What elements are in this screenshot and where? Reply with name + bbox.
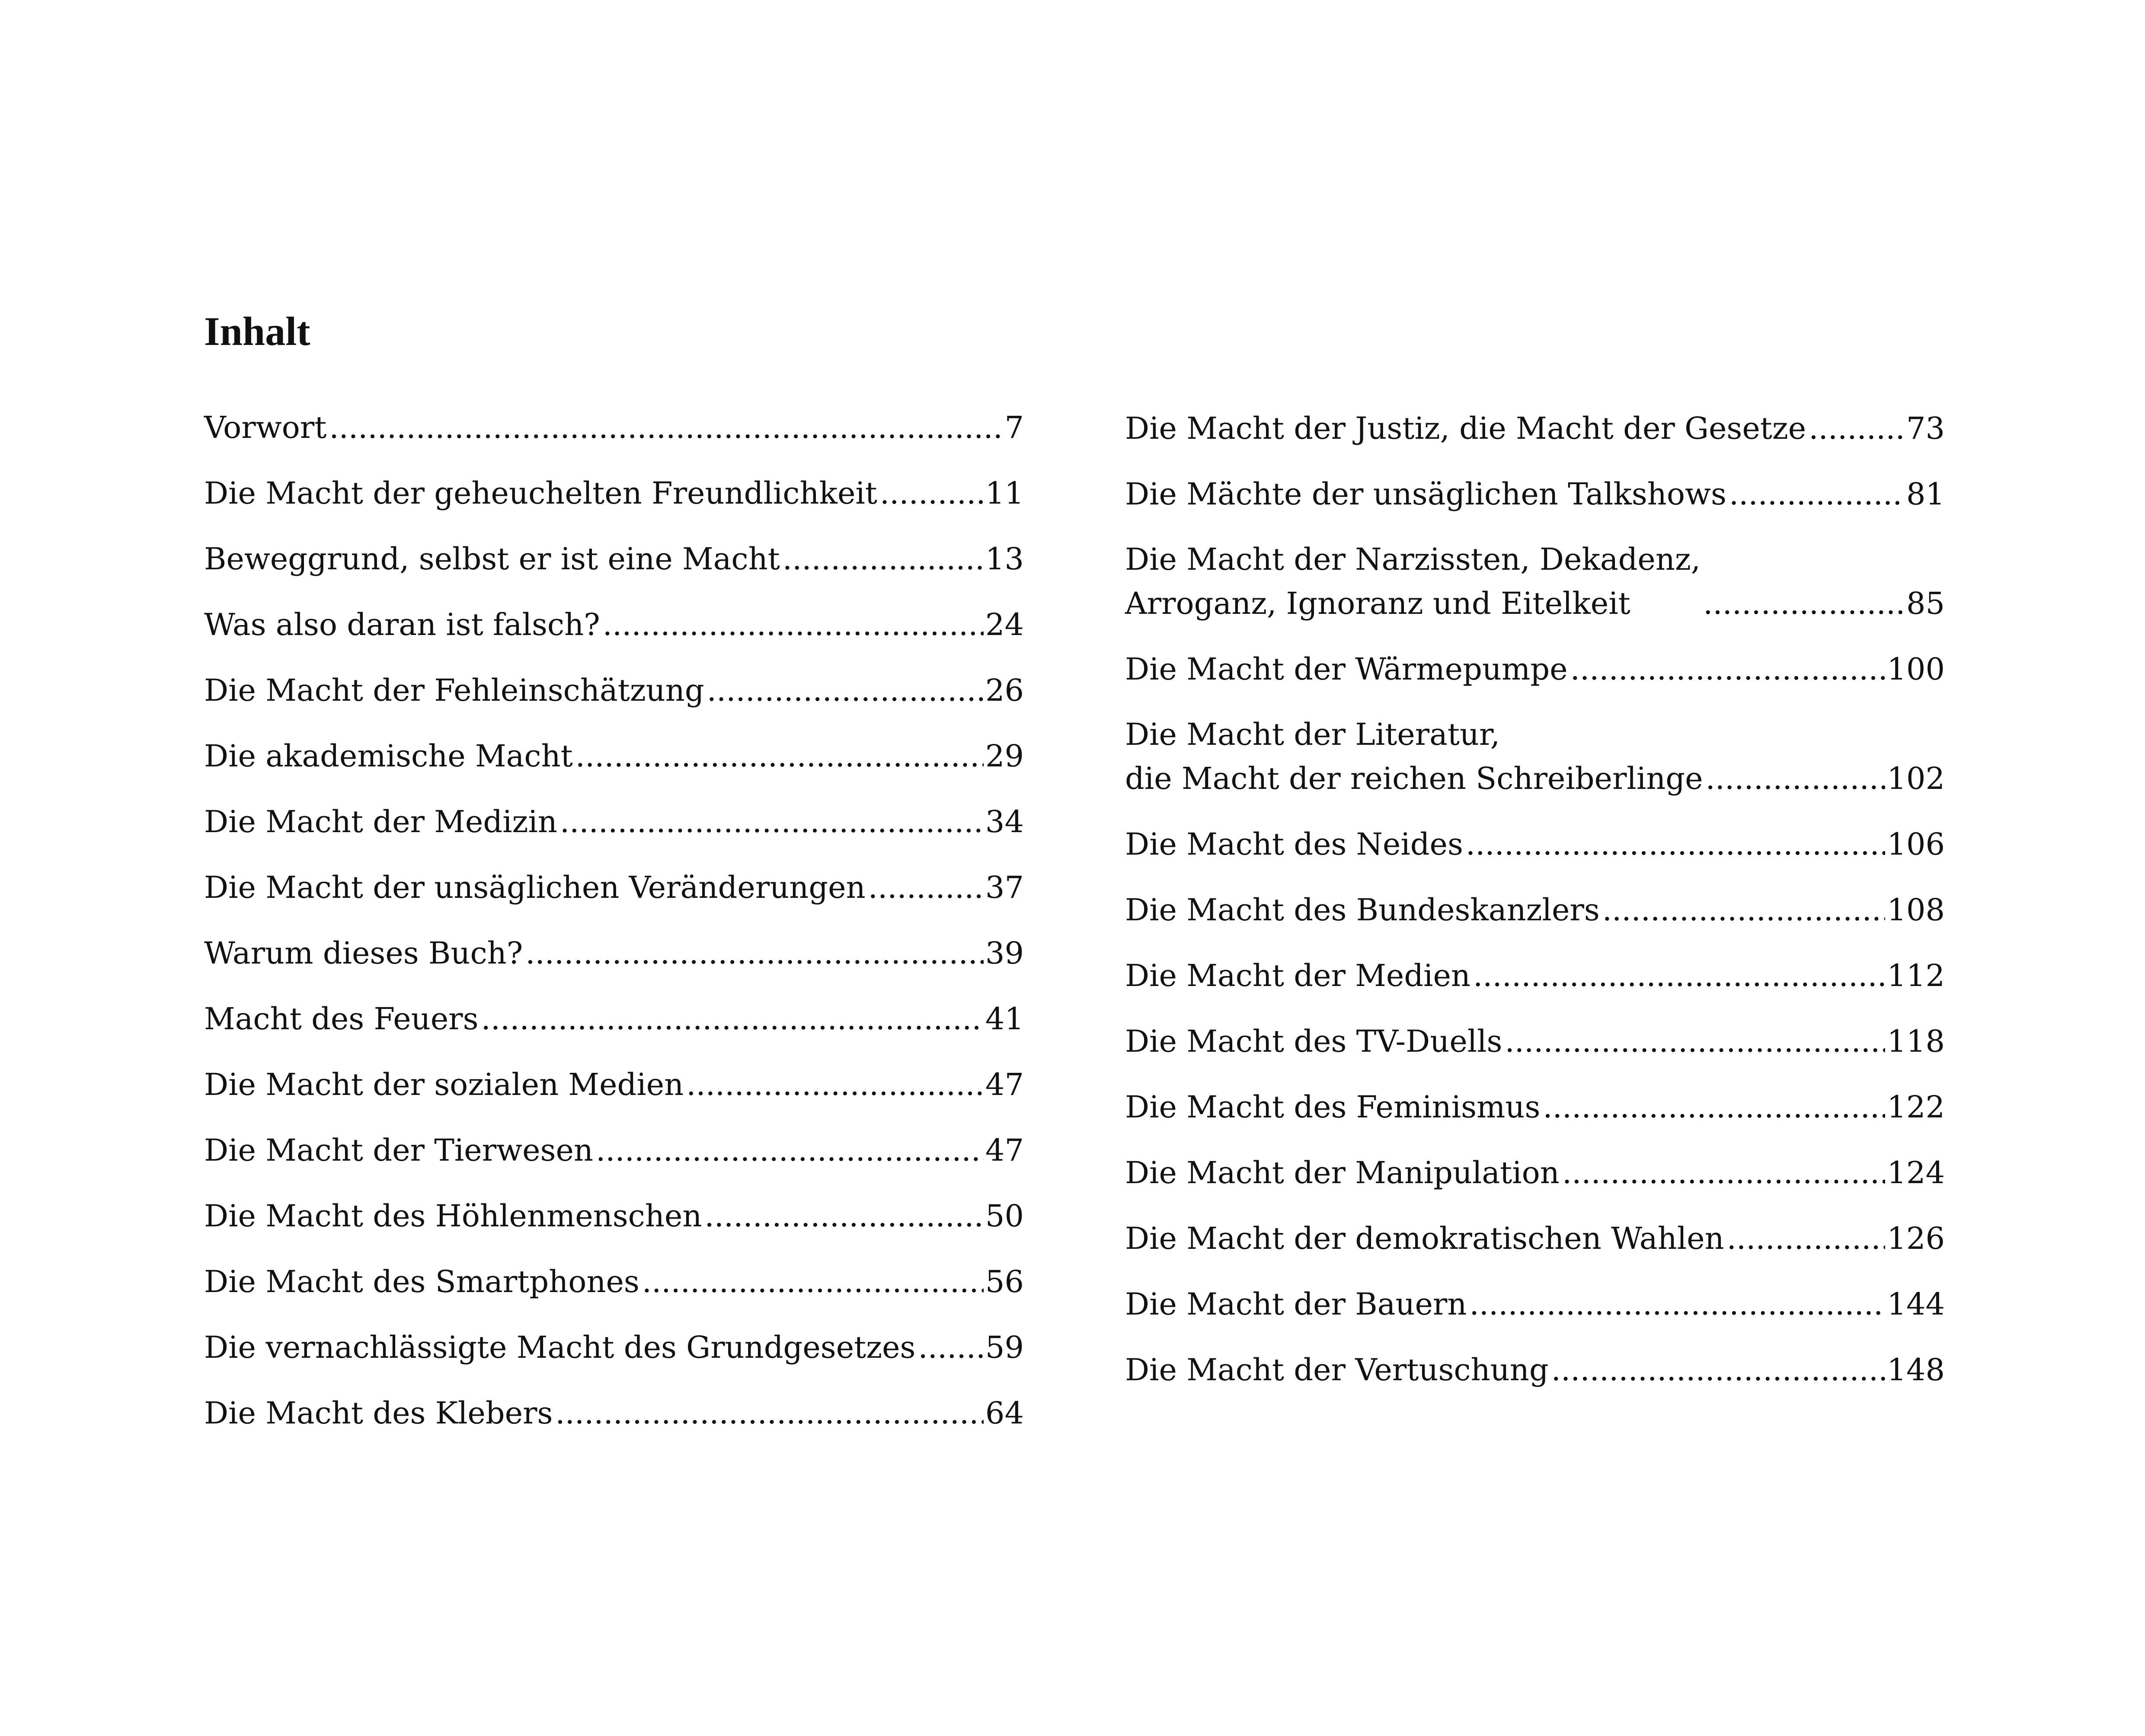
toc-entry-title-text: Die Macht der Tierwesen bbox=[204, 1132, 593, 1168]
toc-entry-title bbox=[1125, 648, 1568, 692]
toc-page-number: 11 bbox=[985, 475, 1024, 511]
toc-entry bbox=[1125, 385, 1945, 450]
dot-leader bbox=[1551, 1356, 1886, 1392]
toc-entry-title bbox=[204, 800, 557, 844]
toc-entry bbox=[1125, 1195, 1945, 1261]
toc-column-right bbox=[1125, 385, 1945, 1392]
dot-leader bbox=[1706, 764, 1886, 801]
dot-leader bbox=[1505, 1027, 1885, 1063]
toc-page-number: 7 bbox=[1004, 409, 1024, 445]
toc-entry-title-text: Die Macht des Neides bbox=[1125, 826, 1463, 862]
toc-entry-title-text: Die Macht der Justiz, die Macht der Gesetze bbox=[1125, 410, 1806, 446]
toc-page-number: 108 bbox=[1887, 892, 1945, 928]
toc-entry-title-text: Die Macht des Bundeskanzlers bbox=[1125, 892, 1600, 928]
toc-entry bbox=[204, 647, 1024, 712]
toc-entry bbox=[1125, 516, 1945, 625]
toc-page-number: 50 bbox=[985, 1198, 1024, 1234]
toc-entry bbox=[204, 1238, 1024, 1304]
toc-entry-title bbox=[1125, 713, 1703, 801]
toc-entry-title bbox=[1125, 472, 1726, 517]
toc-entry bbox=[1125, 450, 1945, 516]
toc-entry-title-text: Die Macht der Medien bbox=[1125, 957, 1471, 993]
toc-entry-title bbox=[1125, 1020, 1502, 1064]
dot-leader bbox=[1562, 1158, 1886, 1195]
toc-entry-title bbox=[204, 537, 780, 581]
toc-column-left bbox=[204, 384, 1024, 1435]
toc-entry-title bbox=[204, 1129, 593, 1173]
toc-entry-title bbox=[204, 1260, 639, 1304]
toc-entry bbox=[204, 450, 1024, 515]
toc-entry bbox=[1125, 1129, 1945, 1195]
toc-entry-title-text: Warum dieses Buch? bbox=[204, 935, 523, 971]
dot-leader bbox=[642, 1267, 984, 1304]
toc-entry bbox=[204, 1107, 1024, 1172]
toc-entry-title bbox=[1125, 1151, 1560, 1195]
toc-entry-title-text: Die Macht des Klebers bbox=[204, 1395, 553, 1431]
toc-page-number: 100 bbox=[1887, 651, 1945, 687]
toc-entry-title-text: Die Macht des Feminismus bbox=[1125, 1089, 1541, 1125]
toc-entry-title bbox=[204, 669, 704, 713]
toc-entry-title bbox=[1125, 1348, 1549, 1392]
toc-entry-title-text: Vorwort bbox=[204, 409, 327, 445]
dot-leader bbox=[1473, 961, 1885, 998]
dot-leader bbox=[560, 807, 984, 844]
dot-leader bbox=[1570, 655, 1886, 691]
toc-page-number: 148 bbox=[1887, 1352, 1945, 1388]
toc-page-number: 85 bbox=[1906, 585, 1945, 621]
toc-entry bbox=[204, 1369, 1024, 1435]
dot-leader bbox=[704, 1202, 983, 1238]
toc-page-number: 106 bbox=[1887, 826, 1945, 862]
toc-page-number: 39 bbox=[985, 935, 1024, 971]
toc-entry-title bbox=[1125, 888, 1600, 932]
dot-leader bbox=[1466, 830, 1885, 866]
toc-entry-title bbox=[1125, 1283, 1467, 1327]
dot-leader bbox=[575, 742, 984, 778]
dot-leader bbox=[1543, 1093, 1885, 1129]
dot-leader bbox=[686, 1070, 984, 1107]
toc-entry bbox=[204, 712, 1024, 778]
toc-page-number: 81 bbox=[1906, 476, 1945, 512]
toc-entry-title-text: Die vernachlässigte Macht des Grundgesetzes bbox=[204, 1329, 916, 1365]
toc-entry-title-text: Die Macht der sozialen Medien bbox=[204, 1066, 684, 1102]
toc-entry-title bbox=[1125, 407, 1806, 451]
toc-page-number: 144 bbox=[1887, 1286, 1945, 1322]
toc-entry-title bbox=[1125, 954, 1470, 998]
toc-entry-title bbox=[204, 932, 523, 976]
toc-page-number: 124 bbox=[1887, 1155, 1945, 1190]
toc-page-number: 64 bbox=[985, 1395, 1024, 1431]
dot-leader bbox=[525, 939, 984, 975]
toc-page-number: 73 bbox=[1906, 410, 1945, 446]
toc-page-number: 118 bbox=[1887, 1023, 1945, 1059]
toc-entry-title-text: Beweggrund, selbst er ist eine Macht bbox=[204, 541, 780, 577]
toc-entry-title bbox=[204, 734, 573, 779]
dot-leader bbox=[555, 1399, 984, 1435]
toc-entry-title bbox=[1125, 538, 1701, 625]
toc-entry-title-text: Die Mächte der unsäglichen Talkshows bbox=[1125, 476, 1726, 512]
dot-leader bbox=[329, 413, 1003, 450]
page-title: Inhalt bbox=[204, 309, 310, 354]
toc-entry-title-text: Die Macht der Fehleinschätzung bbox=[204, 672, 704, 708]
toc-page-number: 102 bbox=[1887, 760, 1945, 796]
toc-entry bbox=[1125, 691, 1945, 801]
dot-leader bbox=[880, 479, 984, 515]
toc-entry bbox=[204, 1172, 1024, 1238]
dot-leader bbox=[603, 610, 984, 647]
toc-entry bbox=[204, 515, 1024, 581]
toc-entry-title-text: Die Macht der Wärmepumpe bbox=[1125, 651, 1568, 687]
toc-entry bbox=[204, 1041, 1024, 1107]
toc-entry-title-text: Die Macht des Höhlenmenschen bbox=[204, 1198, 702, 1234]
toc-page-number: 13 bbox=[985, 541, 1024, 577]
toc-entry-title bbox=[204, 997, 479, 1041]
toc-entry-title-line1: Die Macht der Literatur, bbox=[1125, 717, 1500, 752]
toc-page-number: 26 bbox=[985, 672, 1024, 708]
toc-entry-title-text: Macht des Feuers bbox=[204, 1001, 479, 1037]
toc-page-number: 47 bbox=[985, 1132, 1024, 1168]
dot-leader bbox=[1729, 480, 1905, 516]
toc-entry bbox=[204, 384, 1024, 450]
dot-leader bbox=[868, 873, 984, 909]
toc-entry bbox=[204, 581, 1024, 647]
dot-leader bbox=[481, 1005, 984, 1041]
toc-entry bbox=[204, 778, 1024, 844]
toc-page-number: 59 bbox=[985, 1329, 1024, 1365]
toc-entry-title-text: Die Macht der geheuchelten Freundlichkeit bbox=[204, 475, 877, 511]
toc-entry-title bbox=[204, 1326, 915, 1370]
toc-entry-title-text: Arroganz, Ignoranz und Eitelkeit bbox=[1125, 585, 1630, 621]
dot-leader bbox=[707, 676, 984, 712]
toc-page-number: 126 bbox=[1887, 1220, 1945, 1256]
toc-entry-title-text: Die Macht des Smartphones bbox=[204, 1264, 639, 1299]
dot-leader bbox=[783, 545, 984, 581]
toc-entry bbox=[204, 844, 1024, 909]
toc-entry-title bbox=[204, 1391, 553, 1436]
toc-entry bbox=[204, 909, 1024, 975]
dot-leader bbox=[1469, 1290, 1885, 1326]
toc-entry-title-text: Die akademische Macht bbox=[204, 738, 573, 774]
toc-page-number: 24 bbox=[985, 606, 1024, 642]
dot-leader bbox=[596, 1136, 984, 1172]
toc-entry bbox=[1125, 866, 1945, 932]
toc-page-number: 56 bbox=[985, 1264, 1024, 1299]
toc-entry-title-text: Die Macht der Medizin bbox=[204, 804, 557, 839]
toc-entry-title-text: Was also daran ist falsch? bbox=[204, 606, 600, 642]
toc-entry-title-text: Die Macht der Manipulation bbox=[1125, 1155, 1560, 1190]
toc-entry bbox=[204, 1304, 1024, 1369]
toc-entry bbox=[1125, 801, 1945, 866]
toc-entry bbox=[204, 975, 1024, 1041]
toc-page-number: 37 bbox=[985, 869, 1024, 905]
toc-page-number: 47 bbox=[985, 1066, 1024, 1102]
toc-entry bbox=[1125, 998, 1945, 1063]
toc-entry-title bbox=[204, 406, 326, 450]
toc-entry-title bbox=[204, 866, 866, 910]
dot-leader bbox=[918, 1333, 983, 1369]
toc-entry-title bbox=[204, 472, 877, 516]
toc-entry-title bbox=[1125, 1217, 1724, 1261]
toc-entry-title-text: Die Macht der Vertuschung bbox=[1125, 1352, 1549, 1388]
dot-leader bbox=[1727, 1224, 1886, 1261]
toc-entry-title-text: Die Macht der unsäglichen Veränderungen bbox=[204, 869, 866, 905]
toc-entry-title bbox=[204, 1063, 684, 1107]
toc-entry-title-text: die Macht der reichen Schreiberlinge bbox=[1125, 760, 1703, 796]
toc-entry-title-text: Die Macht des TV-Duells bbox=[1125, 1023, 1502, 1059]
dot-leader bbox=[1703, 589, 1905, 625]
toc-page-number: 112 bbox=[1887, 957, 1945, 993]
toc-page-number: 34 bbox=[985, 804, 1024, 839]
toc-entry-title bbox=[204, 1194, 702, 1238]
toc-page-number: 41 bbox=[985, 1001, 1024, 1037]
toc-entry-title bbox=[1125, 823, 1463, 867]
toc-entry bbox=[1125, 1326, 1945, 1392]
dot-leader bbox=[1809, 414, 1905, 450]
toc-entry-title-line1: Die Macht der Narzissten, Dekadenz, bbox=[1125, 542, 1701, 577]
toc-page-number: 29 bbox=[985, 738, 1024, 774]
toc-entry bbox=[1125, 1261, 1945, 1326]
toc-entry-title-text: Die Macht der Bauern bbox=[1125, 1286, 1467, 1322]
toc-entry-title-text: Die Macht der demokratischen Wahlen bbox=[1125, 1220, 1724, 1256]
toc-page-number: 122 bbox=[1887, 1089, 1945, 1125]
toc-entry-title bbox=[204, 603, 600, 647]
toc-entry-title bbox=[1125, 1085, 1540, 1130]
toc-entry bbox=[1125, 625, 1945, 691]
toc-entry bbox=[1125, 932, 1945, 998]
dot-leader bbox=[1602, 896, 1886, 932]
toc-entry bbox=[1125, 1063, 1945, 1129]
